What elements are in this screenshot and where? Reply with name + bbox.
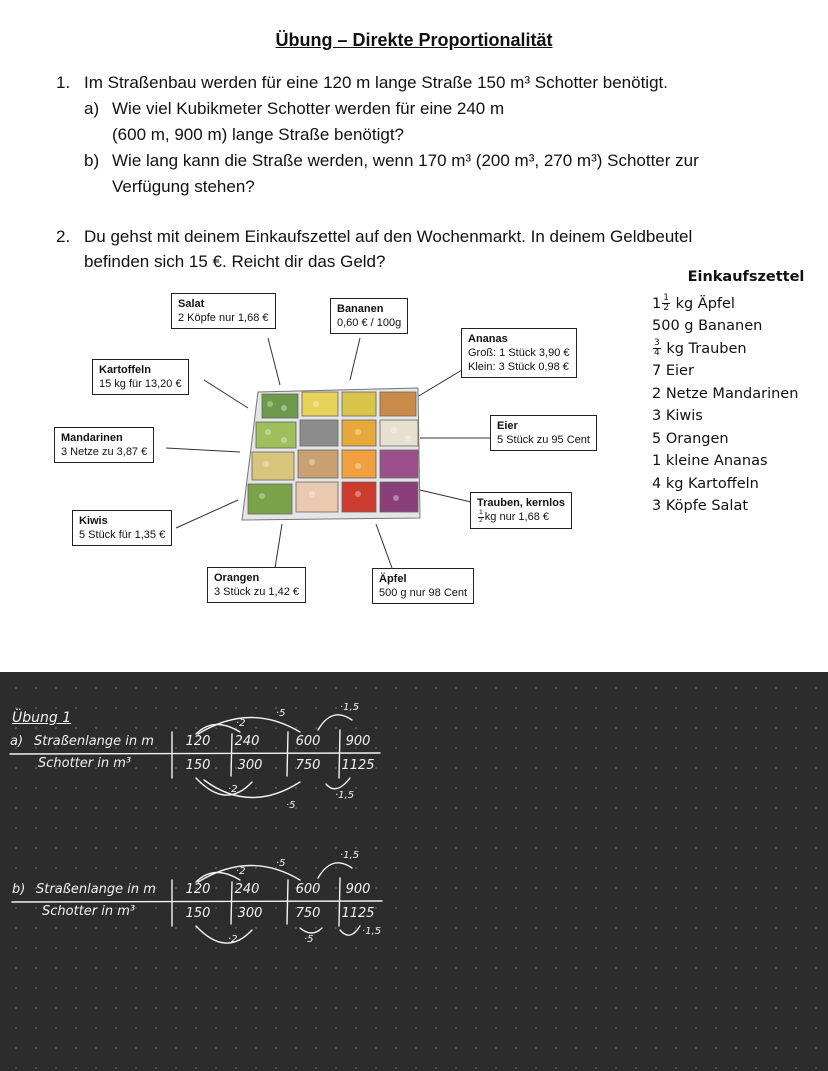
shopping-item-text: kg Trauben — [666, 340, 747, 357]
task2-line1 — [56, 226, 692, 248]
price-tag-eier-name: Eier — [497, 420, 518, 432]
table-b-label: b) — [12, 882, 26, 897]
table-b-top-factor-3: ·1,5 — [340, 850, 360, 861]
task1b-line2: Verfügung stehen? — [112, 177, 255, 196]
price-tag-orangen-price: 3 Stück zu 1,42 € — [214, 586, 299, 598]
handwritten-table-lines — [0, 672, 420, 972]
price-tag-mandarinen — [54, 427, 154, 463]
price-tag-salat — [171, 293, 276, 329]
task1-statement: Im Straßenbau werden für eine 120 m lange Straße 150 m³ Schotter benötigt. — [84, 73, 668, 92]
shopping-item: 3 Köpfe Salat — [652, 498, 749, 514]
price-tag-aepfel — [372, 568, 474, 604]
mixed-number-whole: 1 — [652, 295, 662, 312]
task1-number: 1. — [56, 73, 71, 92]
table-a-bottom-factor-3: ·1,5 — [335, 790, 355, 801]
shopping-item: 1 kleine Ananas — [652, 453, 768, 469]
fraction-numerator: 3 — [654, 338, 660, 349]
price-tag-aepfel-name: Äpfel — [379, 573, 407, 585]
price-tag-kiwis-name: Kiwis — [79, 515, 108, 527]
price-tag-orangen — [207, 567, 306, 603]
price-tag-kiwis-price: 5 Stück für 1,35 € — [79, 529, 166, 541]
price-tag-bananen-name: Bananen — [337, 303, 384, 315]
task1b-line1 — [84, 150, 699, 172]
task1-text — [56, 72, 668, 94]
table-b-r2-c2: 300 — [237, 906, 263, 921]
task2-text1: Du gehst mit deinem Einkaufszettel auf den Wochenmarkt. In deinem Geldbeutel — [84, 227, 693, 246]
table-a-row2-label: Schotter in m³ — [38, 756, 132, 771]
price-tag-ananas-price-small: Klein: 3 Stück 0,98 € — [468, 361, 569, 373]
shopping-item: 2 Netze Mandarinen — [652, 385, 799, 402]
price-tag-trauben-price: kg nur 1,68 € — [484, 511, 550, 524]
shopping-item: 5 Orangen — [652, 430, 729, 447]
handwritten-notes-panel — [0, 672, 828, 1071]
shopping-item: 3 Kiwis — [652, 408, 703, 424]
shopping-list — [652, 266, 828, 518]
shopping-item: 500 g Bananen — [652, 318, 763, 334]
shopping-item — [652, 338, 828, 361]
price-tag-eier — [490, 415, 597, 451]
table-a-row1-label: Straßenlange in m — [34, 734, 154, 749]
table-b-bottom-factor-2: ·5 — [304, 934, 314, 945]
table-b-r2-c4: 1125 — [341, 906, 375, 921]
price-tag-eier-price: 5 Stück zu 95 Cent — [497, 434, 590, 446]
table-b-bottom-factor-1: ·2 — [228, 934, 238, 945]
table-a-r1-c2: 240 — [234, 734, 260, 749]
shopping-item: 7 Eier — [652, 363, 694, 379]
table-a-r1-c3: 600 — [295, 734, 321, 749]
table-a-top-factor-1: ·2 — [236, 718, 246, 729]
table-b-r1-c2: 240 — [234, 882, 260, 897]
price-tag-trauben — [470, 492, 572, 529]
task1a-line2: (600 m, 900 m) lange Straße benötigt? — [112, 125, 404, 144]
table-a-top-factor-2: ·5 — [276, 708, 286, 719]
table-b-r1-c4: 900 — [345, 882, 371, 897]
table-a-top-factor-3: ·1,5 — [340, 702, 360, 713]
table-b-bottom-factor-3: ·1,5 — [362, 926, 382, 937]
price-tag-kiwis — [72, 510, 172, 546]
price-tag-salat-price: 2 Köpfe nur 1,68 € — [178, 312, 269, 324]
table-a-r1-c1: 120 — [185, 734, 211, 749]
task1a-label: a) — [84, 99, 100, 118]
fraction-numerator: 1 — [479, 509, 483, 516]
task1a-text1: Wie viel Kubikmeter Schotter werden für eine 240 m — [112, 99, 505, 118]
price-tag-aepfel-price: 500 g nur 98 Cent — [379, 587, 468, 599]
price-tag-mandarinen-name: Mandarinen — [61, 432, 123, 444]
shopping-item-fraction — [653, 339, 661, 358]
task1b-text1: Wie lang kann die Straße werden, wenn 170 m³ (200 m³, 270 m³) Schotter zur — [112, 151, 699, 170]
table-b-r1-c3: 600 — [295, 882, 321, 897]
shopping-item-fraction — [662, 294, 670, 313]
task1a-line1 — [84, 98, 504, 120]
table-b-row1-label: Straßenlange in m — [36, 882, 156, 897]
table-a-r2-c4: 1125 — [341, 758, 375, 773]
task2-line2: befinden sich 15 €. Reicht dir das Geld? — [84, 252, 386, 271]
table-b-row2-label: Schotter in m³ — [42, 904, 136, 919]
table-a-bottom-factor-1: ·2 — [228, 784, 238, 795]
table-a-label: a) — [10, 734, 24, 749]
table-b-r2-c3: 750 — [295, 906, 321, 921]
price-tag-mandarinen-price: 3 Netze zu 3,87 € — [61, 446, 148, 458]
shopping-item — [652, 293, 828, 316]
table-a-r1-c4: 900 — [345, 734, 371, 749]
table-a-r2-c3: 750 — [295, 758, 321, 773]
shopping-item-text: kg Äpfel — [675, 295, 735, 312]
notes-heading: Übung 1 — [12, 710, 72, 726]
fraction-denominator: 2 — [479, 516, 483, 524]
table-b-r1-c1: 120 — [185, 882, 211, 897]
fraction-numerator: 1 — [663, 293, 669, 304]
table-b-top-factor-1: ·2 — [236, 866, 246, 877]
table-a-r2-c1: 150 — [185, 758, 211, 773]
price-tag-orangen-name: Orangen — [214, 572, 260, 584]
price-tag-ananas-price-large: Groß: 1 Stück 3,90 € — [468, 347, 570, 359]
price-tag-bananen — [330, 298, 408, 334]
table-b-r2-c1: 150 — [185, 906, 211, 921]
task1b-label: b) — [84, 151, 100, 170]
price-tag-ananas-name: Ananas — [468, 333, 508, 345]
table-a-r2-c2: 300 — [237, 758, 263, 773]
price-tag-ananas — [461, 328, 577, 378]
price-tag-trauben-fraction — [478, 510, 484, 525]
task2-number: 2. — [56, 227, 71, 246]
price-tag-kartoffeln-name: Kartoffeln — [99, 364, 151, 376]
page-title: Übung – Direkte Proportionalität — [275, 30, 553, 50]
price-tag-kartoffeln — [92, 359, 189, 395]
fraction-denominator: 2 — [663, 303, 669, 313]
shopping-list-heading: Einkaufszettel — [687, 269, 805, 285]
price-tag-kartoffeln-price: 15 kg für 13,20 € — [99, 378, 182, 390]
price-tag-salat-name: Salat — [178, 298, 205, 310]
table-a-bottom-factor-2: ·5 — [286, 800, 296, 811]
fraction-denominator: 4 — [654, 348, 660, 358]
price-tag-trauben-name: Trauben, kernlos — [477, 497, 566, 509]
price-tag-bananen-price: 0,60 € / 100g — [337, 317, 402, 329]
shopping-item: 4 kg Kartoffeln — [652, 475, 759, 492]
table-b-top-factor-2: ·5 — [276, 858, 286, 869]
